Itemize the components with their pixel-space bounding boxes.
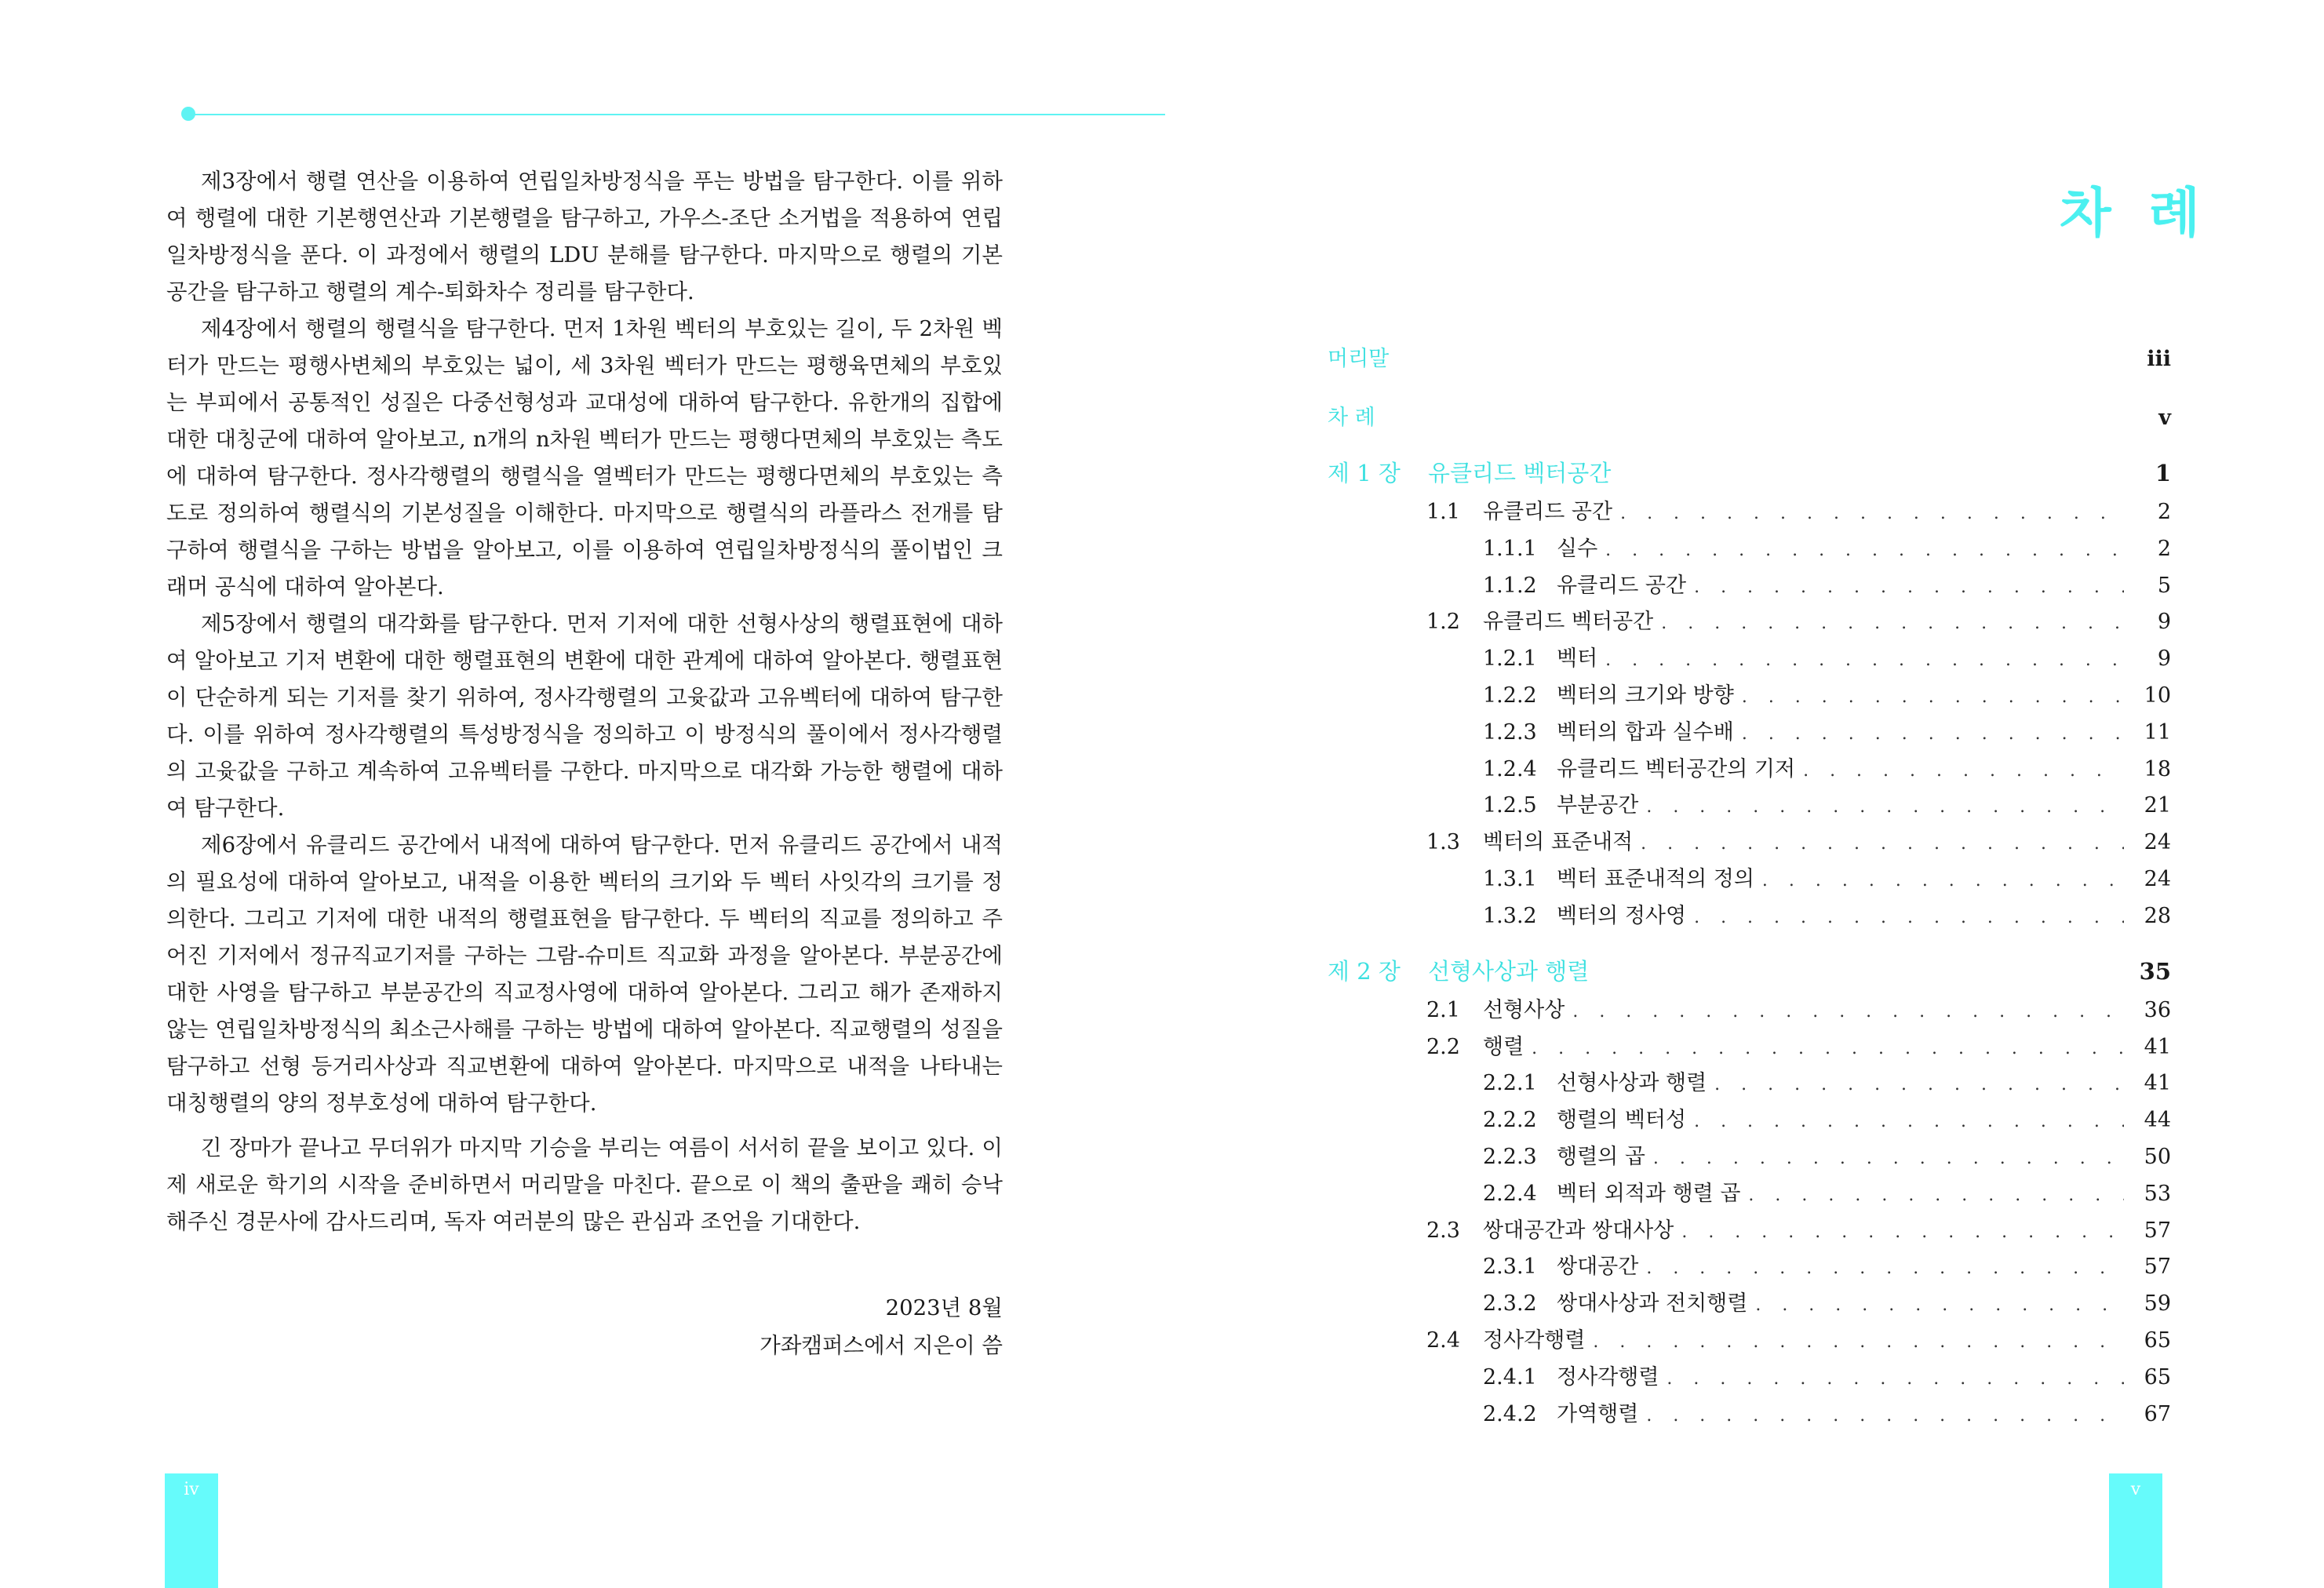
- page-number-tab-left: [165, 1473, 218, 1588]
- toc-entry-sub[interactable]: [1328, 1142, 2171, 1173]
- header-rule-line: [188, 114, 1165, 115]
- toc-leader-dots: [1532, 1033, 2124, 1065]
- toc-entry-sub[interactable]: [1328, 864, 2171, 895]
- toc-entry-number: 제 2 장: [1328, 957, 1401, 985]
- toc-entry-page: 53: [2144, 1181, 2171, 1206]
- preface-paragraph-ch4: 제4장에서 행렬의 행렬식을 탐구한다. 먼저 1차원 벡터의 부호있는 길이, 두 2차원 벡터가 만드는 평행사변체의 부호있는 넓이, 세 3차원 벡터가 만드는 평행육면체의 부호있는 부피에서 공통적인 성질은 다중선형성과 교대성에 대하여 탐구한다. 유한개의 집합에 대한 대칭군에 대하여 알아보고, n개의 n차원 벡터가 만드는 평행다면체의 부호있는 측도에 대하여 탐구한다. 정사각행렬의 행렬식을 열벡터가 만드는 평행다면체의 부호있는 측도로 정의하여 행렬식의 기본성질을 이해한다. 마지막으로 행렬식의 라플라스 전개를 탐구하여 행렬식을 구하는 방법을 알아보고, 이를 이용하여 연립일차방정식의 풀이법인 크래머 공식에 대하여 알아본다.: [166, 316, 1003, 599]
- toc-entry-number: 1.1: [1426, 500, 1460, 524]
- preface-paragraph-closing: 긴 장마가 끝나고 무더위가 마지막 기승을 부리는 여름이 서서히 끝을 보이고 있다. 이제 새로운 학기의 시작을 준비하면서 머리말을 마친다. 끝으로 이 책의 출판을 쾌히 승낙해주신 경문사에 감사드리며, 독자 여러분의 많은 관심과 조언을 기대한다.: [166, 1135, 1003, 1234]
- toc-entry-sec[interactable]: [1328, 1032, 2171, 1063]
- toc-entry-number: 1.1.2: [1483, 573, 1537, 598]
- toc-entry-label: 벡터 표준내적의 정의: [1557, 867, 1754, 891]
- toc-entry-sec[interactable]: [1328, 827, 2171, 858]
- toc-leader-dots: [1620, 498, 2124, 530]
- toc-entry-front[interactable]: [1328, 402, 2171, 434]
- toc-entry-number: 2.2.4: [1483, 1181, 1537, 1206]
- toc-leader-dots: [1694, 902, 2124, 934]
- preface-date: 2023년 8월: [885, 1295, 1003, 1320]
- toc-entry-number: 1.2.2: [1483, 683, 1537, 708]
- toc-entry-label: 벡터의 크기와 방향: [1557, 683, 1734, 708]
- toc-entry-label: 실수: [1557, 536, 1598, 561]
- toc-entry-label: 차 례: [1328, 406, 1375, 430]
- page-number-tab-right: [2109, 1473, 2162, 1588]
- toc-entry-page: 41: [2144, 1071, 2171, 1096]
- toc-leader-dots: [1694, 572, 2124, 603]
- toc-entry-label: 유클리드 벡터공간: [1483, 610, 1654, 635]
- toc-entry-number: 2.1: [1426, 997, 1460, 1022]
- preface-paragraph-ch5: 제5장에서 행렬의 대각화를 탐구한다. 먼저 기저에 대한 선형사상의 행렬표현에 대하여 알아보고 기저 변환에 대한 행렬표현의 변환에 대한 관계에 대하여 알아본다. 행렬표현이 단순하게 되는 기저를 찾기 위하여, 정사각행렬의 고윳값과 고유벡터에 대하여 탐구한다. 이를 위하여 정사각행렬의 특성방정식을 정의하고 이 방정식의 풀이에서 정사각행렬의 고윳값을 구하고 계속하여 고유벡터를 구한다. 마지막으로 대각화 가능한 행렬에 대하여 탐구한다.: [166, 611, 1003, 821]
- toc-title: 차 례: [2059, 183, 2209, 245]
- page-number-right: v: [2130, 1480, 2141, 1499]
- toc-entry-sub[interactable]: [1328, 1178, 2171, 1210]
- preface-signature: 가좌캠퍼스에서 지은이 씀: [759, 1333, 1003, 1358]
- toc-leader-dots: [1694, 1106, 2124, 1138]
- toc-entry-label: 머리말: [1328, 347, 1390, 371]
- toc-entry-page: 28: [2144, 903, 2171, 928]
- toc-entry-label: 가역행렬: [1557, 1401, 1639, 1426]
- toc-entry-page: 5: [2157, 573, 2171, 598]
- toc-entry-number: 1.2: [1426, 610, 1460, 635]
- toc-entry-page: 18: [2144, 756, 2171, 781]
- toc-leader-dots: [1646, 792, 2124, 823]
- toc-leader-dots: [1667, 1364, 2124, 1395]
- toc-entry-label: 행렬의 벡터성: [1557, 1108, 1687, 1133]
- toc-leader-dots: [1762, 865, 2124, 897]
- toc-entry-number: 1.3: [1426, 830, 1460, 855]
- preface-body: [166, 163, 1003, 1240]
- toc-entry-number: 1.2.4: [1483, 756, 1537, 781]
- toc-leader-dots: [1748, 1180, 2124, 1211]
- toc-entry-number: 2.4: [1426, 1328, 1460, 1353]
- toc-entry-number: 1.2.1: [1483, 646, 1537, 672]
- toc-entry-label: 쌍대공간: [1557, 1255, 1639, 1280]
- toc-entry-number: 1.1.1: [1483, 536, 1537, 561]
- toc-leader-dots: [1641, 829, 2124, 860]
- toc-entry-sub[interactable]: [1328, 790, 2171, 821]
- toc-leader-dots: [1646, 1253, 2124, 1284]
- toc-entry-page: 65: [2144, 1364, 2171, 1390]
- toc-entry-sub[interactable]: [1328, 534, 2171, 565]
- toc-leader-dots: [1803, 756, 2124, 787]
- toc-leader-dots: [1605, 535, 2124, 566]
- toc-entry-chap[interactable]: [1328, 457, 2171, 489]
- toc-entry-label: 행렬의 곱: [1557, 1145, 1645, 1169]
- toc-entry-label: 벡터의 합과 실수배: [1557, 719, 1734, 745]
- toc-entry-label: 쌍대사상과 전치행렬: [1557, 1291, 1748, 1317]
- toc-entry-sub[interactable]: [1328, 901, 2171, 932]
- toc-entry-page: 41: [2144, 1034, 2171, 1059]
- toc-entry-sub[interactable]: [1328, 643, 2171, 675]
- toc-entry-label: 벡터: [1557, 646, 1598, 672]
- toc-entry-page: 57: [2144, 1218, 2171, 1243]
- toc-entry-page: 24: [2144, 830, 2171, 855]
- toc-entry-sub[interactable]: [1328, 570, 2171, 602]
- toc-entry-label: 선형사상과 행렬: [1557, 1071, 1707, 1096]
- toc-entry-number: 1.2.5: [1483, 793, 1537, 818]
- toc-entry-sec[interactable]: [1328, 497, 2171, 528]
- toc-leader-dots: [1755, 1290, 2124, 1321]
- toc-entry-number: 1.3.2: [1483, 903, 1537, 928]
- toc-entry-label: 유클리드 공간: [1483, 500, 1613, 524]
- toc-entry-chap[interactable]: [1328, 956, 2171, 987]
- toc-entry-number: 2.2: [1426, 1034, 1460, 1059]
- toc-entry-sec[interactable]: [1328, 606, 2171, 638]
- toc-entry-number: 2.4.2: [1483, 1401, 1537, 1426]
- toc-entry-label: 정사각행렬: [1483, 1328, 1586, 1353]
- toc-entry-label: 벡터의 정사영: [1557, 903, 1687, 928]
- preface-paragraph-ch3: 제3장에서 행렬 연산을 이용하여 연립일차방정식을 푸는 방법을 탐구한다. 이를 위하여 행렬에 대한 기본행연산과 기본행렬을 탐구하고, 가우스-조단 소거법을 적용하여 연립일차방정식을 푼다. 이 과정에서 행렬의 LDU 분해를 탐구한다. 마지막으로 행렬의 기본공간을 탐구하고 행렬의 계수-퇴화차수 정리를 탐구한다.: [166, 169, 1003, 304]
- toc-entry-number: 2.2.1: [1483, 1071, 1537, 1096]
- toc-leader-dots: [1714, 1069, 2124, 1101]
- toc-entry-page: 44: [2144, 1108, 2171, 1133]
- toc-entry-sub[interactable]: [1328, 1251, 2171, 1283]
- toc-entry-number: 1.2.3: [1483, 719, 1537, 745]
- toc-entry-page: 10: [2144, 683, 2171, 708]
- toc-entry-page: v: [2158, 406, 2171, 430]
- toc-entry-sub[interactable]: [1328, 1105, 2171, 1136]
- toc-entry-page: 50: [2144, 1145, 2171, 1169]
- toc-entry-sec[interactable]: [1328, 1215, 2171, 1247]
- toc-entry-label: 벡터의 표준내적: [1483, 830, 1634, 855]
- toc-entry-number: 2.3.1: [1483, 1255, 1537, 1280]
- toc-entry-page: 9: [2157, 646, 2171, 672]
- toc-leader-dots: [1646, 1400, 2124, 1432]
- toc-entry-label: 선형사상과 행렬: [1428, 957, 1590, 985]
- toc-entry-page: 21: [2144, 793, 2171, 818]
- toc-entry-sub[interactable]: [1328, 754, 2171, 785]
- toc-entry-sec[interactable]: [1328, 995, 2171, 1026]
- toc-entry-page: 67: [2144, 1401, 2171, 1426]
- toc-entry-number: 2.4.1: [1483, 1364, 1537, 1390]
- toc-entry-page: 9: [2157, 610, 2171, 635]
- toc-entry-page: 36: [2144, 997, 2171, 1022]
- toc-leader-dots: [1661, 608, 2124, 639]
- toc-entry-sec[interactable]: [1328, 1325, 2171, 1357]
- toc-page: [1162, 0, 2324, 1588]
- toc-entry-label: 정사각행렬: [1557, 1364, 1659, 1390]
- toc-entry-page: 57: [2144, 1255, 2171, 1280]
- toc-entry-page: 11: [2144, 719, 2171, 745]
- toc-entry-page: 2: [2157, 500, 2171, 524]
- toc-entry-page: 35: [2139, 957, 2171, 985]
- toc-entry-page: 65: [2144, 1328, 2171, 1353]
- toc-entry-sub[interactable]: [1328, 1399, 2171, 1430]
- toc-leader-dots: [1742, 719, 2124, 750]
- toc-leader-dots: [1742, 682, 2124, 713]
- toc-entry-page: iii: [2147, 347, 2171, 371]
- toc-entry-front[interactable]: [1328, 344, 2171, 375]
- toc-entry-number: 제 1 장: [1328, 460, 1401, 486]
- toc-entry-number: 1.3.1: [1483, 867, 1537, 891]
- page-number-left: iv: [184, 1480, 199, 1499]
- toc-leader-dots: [1593, 1327, 2124, 1358]
- toc-entry-page: 59: [2144, 1291, 2171, 1317]
- toc-entry-number: 2.2.2: [1483, 1108, 1537, 1133]
- toc-entry-number: 2.3.2: [1483, 1291, 1537, 1317]
- toc-entry-page: 2: [2157, 536, 2171, 561]
- toc-entry-sub[interactable]: [1328, 680, 2171, 712]
- toc-entry-sub[interactable]: [1328, 1362, 2171, 1393]
- toc-entry-label: 행렬: [1483, 1034, 1524, 1059]
- toc-entry-sub[interactable]: [1328, 1288, 2171, 1320]
- toc-entry-label: 유클리드 공간: [1557, 573, 1687, 598]
- toc-entry-label: 유클리드 벡터공간: [1428, 460, 1612, 486]
- toc-leader-dots: [1572, 996, 2124, 1028]
- toc-entry-page: 24: [2144, 867, 2171, 891]
- toc-entry-label: 벡터 외적과 행렬 곱: [1557, 1181, 1741, 1206]
- toc-entry-label: 부분공간: [1557, 793, 1639, 818]
- preface-paragraph-ch6: 제6장에서 유클리드 공간에서 내적에 대하여 탐구한다. 먼저 유클리드 공간에서 내적의 필요성에 대하여 알아보고, 내적을 이용한 벡터의 크기와 두 벡터 사잇각의 크기를 정의한다. 그리고 기저에 대한 내적의 행렬표현을 탐구한다. 두 벡터의 직교를 정의하고 주어진 기저에서 정규직교기저를 구하는 그람-슈미트 직교화 과정을 알아본다. 부분공간에 대한 사영을 탐구하고 부분공간의 직교정사영에 대하여 알아본다. 그리고 해가 존재하지 않는 연립일차방정식의 최소근사해를 구하는 방법에 대하여 알아본다. 직교행렬의 성질을 탐구하고 선형 등거리사상과 직교변환에 대하여 알아본다. 마지막으로 내적을 나타내는 대칭행렬의 양의 정부호성에 대하여 탐구한다.: [166, 832, 1003, 1116]
- toc-entry-page: 1: [2155, 460, 2171, 486]
- toc-leader-dots: [1653, 1143, 2124, 1175]
- toc-entry-number: 2.2.3: [1483, 1145, 1537, 1169]
- toc-leader-dots: [1605, 645, 2124, 676]
- toc-entry-sub[interactable]: [1328, 1068, 2171, 1099]
- toc-leader-dots: [1681, 1217, 2124, 1248]
- toc-entry-number: 2.3: [1426, 1218, 1460, 1243]
- toc-entry-label: 쌍대공간과 쌍대사상: [1483, 1218, 1674, 1243]
- toc-entry-label: 선형사상: [1483, 997, 1565, 1022]
- toc-entry-label: 유클리드 벡터공간의 기저: [1557, 756, 1796, 781]
- toc-entry-sub[interactable]: [1328, 717, 2171, 748]
